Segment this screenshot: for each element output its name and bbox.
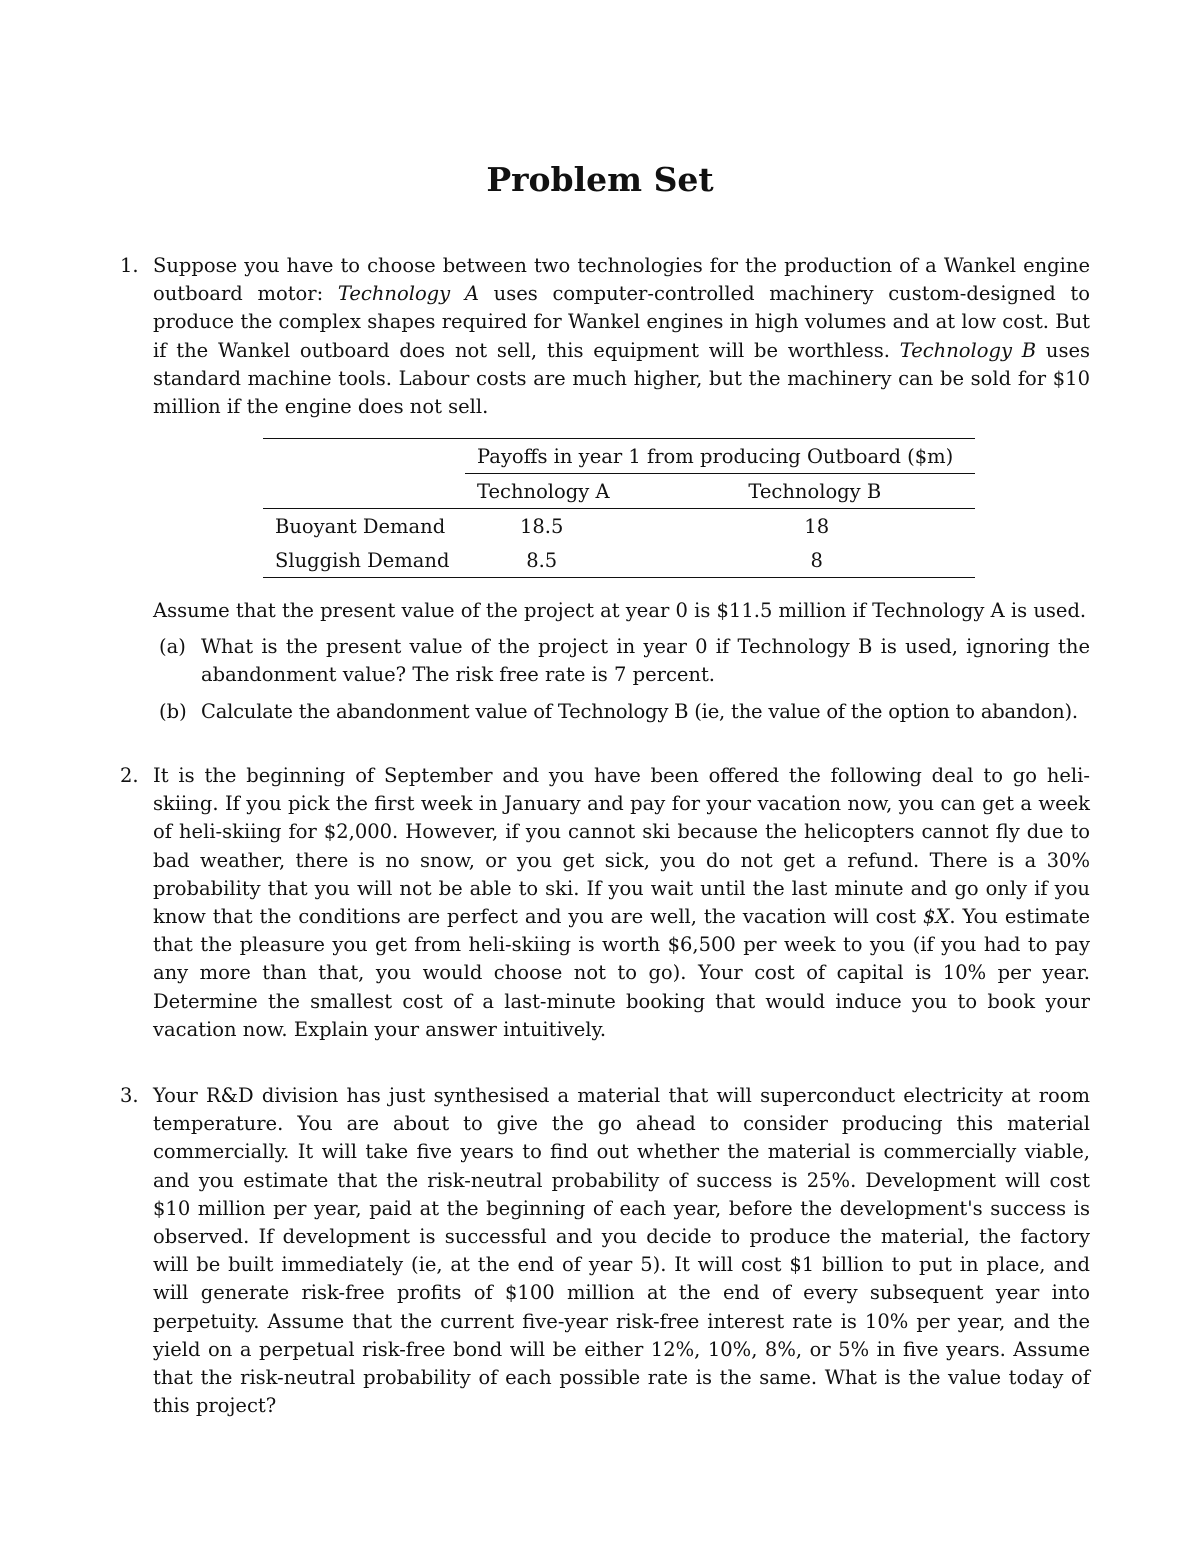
cell-technology-a: 18.5 [465,509,726,544]
payoff-group-header: Payoffs in year 1 from producing Outboard ($m) [465,439,975,474]
col-header-technology-b: Technology B [748,479,882,503]
table-header-row-1 [263,439,975,474]
col-header-technology-a: Technology A [477,479,610,503]
table-row [263,543,975,578]
problem-1-number: 1. [120,254,139,277]
problem-3 [120,1082,1090,1420]
cell-technology-b: 8 [726,543,975,578]
part-label: (b) [159,699,187,723]
problem-1 [120,252,1090,421]
part-text: What is the present value of the project in year 0 if Technology B is used, ignoring the abandonment value? The risk free rate is 7 percent. [201,635,1090,687]
page-title: Problem Set [486,160,714,199]
row-label: Buoyant Demand [263,509,465,544]
problem-3-text: Your R&D division has just synthesised a material that will superconduct electricity at room temperature. You are about to give the go ahead to consider producing this material commercially. It will take five years to find out whether the material is commercially viable, and you estimate that the risk-neutral probability of success is 25%. Development will cost $10 million per year, paid at the beginning of each year, before the development's success is observed. If development is successful and you decide to produce the material, the factory will be built immediately (ie, at the end of year 5). It will cost $1 billion to put in place, and will generate risk-free profits of $100 million at the end of every subsequent year into perpetuity. Assume that the current five-year risk-free interest rate is 10% per year, and the yield on a perpetual risk-free bond will be either 12%, 10%, 8%, or 5% in five years. Assume that the risk-neutral probability of each possible rate is the same. What is the value today of this project? [153,1084,1090,1418]
payoff-table [263,438,975,578]
table-header-row-2 [263,474,975,509]
problem-1-intro: Suppose you have to choose between two technologies for the production of a Wankel engine outboard motor: Technology A uses computer-controlled machinery custom-designed to produce the complex shapes required for Wankel engines in high volumes and at low cost. But if the Wankel outboard does not sell, this equipment will be worthless. Technology B uses standard machine tools. Labour costs are much higher, but the machinery can be sold for $10 million if the engine does not sell. [153,254,1091,419]
problem-2 [120,762,1090,1044]
row-label: Sluggish Demand [263,543,465,578]
problem-1-part-b [153,698,1090,726]
problem-1-continued [120,597,1090,726]
problem-3-number: 3. [120,1084,139,1107]
part-label: (a) [159,635,186,659]
problem-1-assumption: Assume that the present value of the project at year 0 is $11.5 million if Technology A is used. [153,599,1087,622]
problem-2-number: 2. [120,764,139,787]
cell-technology-b: 18 [726,509,975,544]
cell-technology-a: 8.5 [465,543,726,578]
part-text: Calculate the abandonment value of Technology B (ie, the value of the option to abandon). [201,699,1078,723]
problem-2-text: It is the beginning of September and you have been offered the following deal to go heli-skiing. If you pick the first week in January and pay for your vacation now, you can get a week of heli-skiing for $2,000. However, if you cannot ski because the helicopters cannot fly due to bad weather, there is no snow, or you get sick, you do not get a refund. There is a 30% probability that you will not be able to ski. If you wait until the last minute and go only if you know that the conditions are perfect and you are well, the vacation will cost $X. You estimate that the pleasure you get from heli-skiing is worth $6,500 per week to you (if you had to pay any more than that, you would choose not to go). Your cost of capital is 10% per year. Determine the smallest cost of a last-minute booking that would induce you to book your vacation now. Explain your answer intuitively. [153,764,1090,1041]
table-row [263,509,975,544]
problem-1-part-a [153,633,1090,689]
